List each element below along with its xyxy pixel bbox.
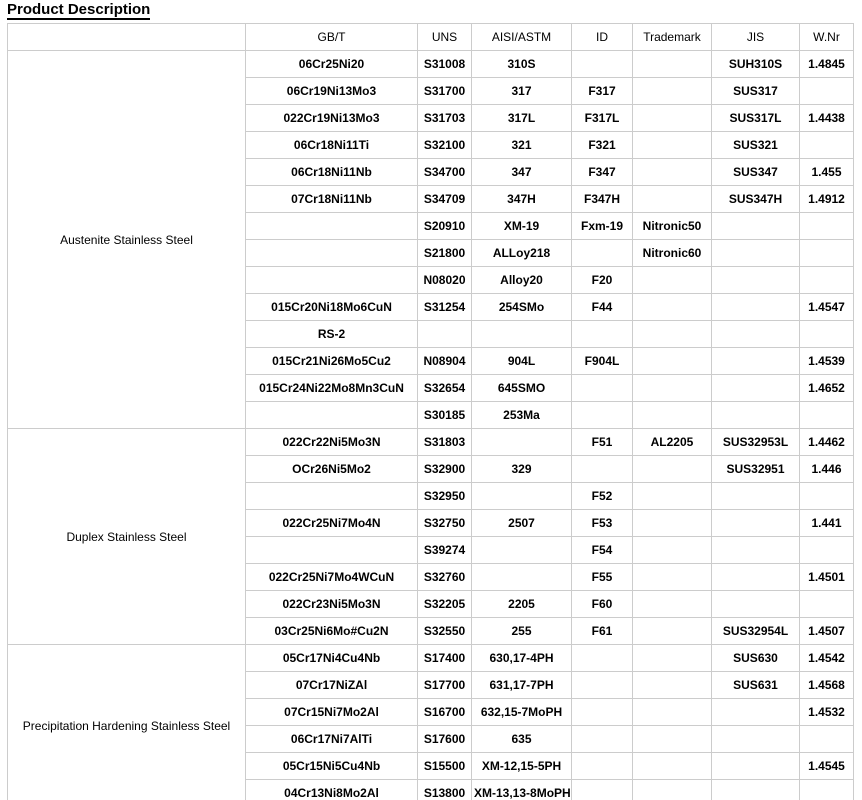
table-cell: 022Cr19Ni13Mo3 — [246, 105, 418, 132]
table-cell — [712, 267, 800, 294]
table-cell: 022Cr23Ni5Mo3N — [246, 591, 418, 618]
table-cell — [572, 699, 633, 726]
table-cell: F20 — [572, 267, 633, 294]
table-cell — [712, 510, 800, 537]
table-cell: SUS317 — [712, 78, 800, 105]
table-cell — [800, 402, 854, 429]
table-cell: S32760 — [418, 564, 472, 591]
table-cell: Nitronic60 — [633, 240, 712, 267]
table-cell: SUS347H — [712, 186, 800, 213]
table-cell: 635 — [472, 726, 572, 753]
table-cell — [633, 780, 712, 800]
table-cell — [712, 213, 800, 240]
table-cell: F54 — [572, 537, 633, 564]
table-cell: S32550 — [418, 618, 472, 645]
table-cell: F347H — [572, 186, 633, 213]
table-cell: 2205 — [472, 591, 572, 618]
table-cell: 015Cr20Ni18Mo6CuN — [246, 294, 418, 321]
table-row — [8, 51, 854, 78]
table-cell — [633, 537, 712, 564]
table-cell: 07Cr17NiZAl — [246, 672, 418, 699]
table-cell: 015Cr24Ni22Mo8Mn3CuN — [246, 375, 418, 402]
table-cell: S31703 — [418, 105, 472, 132]
table-cell: 07Cr18Ni11Nb — [246, 186, 418, 213]
table-cell — [712, 321, 800, 348]
table-cell: SUS631 — [712, 672, 800, 699]
table-cell — [712, 699, 800, 726]
table-cell: S32900 — [418, 456, 472, 483]
table-cell: Fxm-19 — [572, 213, 633, 240]
table-cell: 347H — [472, 186, 572, 213]
table-cell — [712, 375, 800, 402]
table-cell — [633, 78, 712, 105]
table-cell: SUS32951 — [712, 456, 800, 483]
table-cell — [800, 726, 854, 753]
table-header — [8, 24, 854, 51]
table-cell: S32654 — [418, 375, 472, 402]
table-cell: F321 — [572, 132, 633, 159]
table-cell: 254SMo — [472, 294, 572, 321]
column-header-aisi-astm: AISI/ASTM — [472, 24, 572, 51]
table-cell: AL2205 — [633, 429, 712, 456]
table-cell: 1.4547 — [800, 294, 854, 321]
table-cell: SUH310S — [712, 51, 800, 78]
table-cell: 1.4545 — [800, 753, 854, 780]
table-cell — [572, 780, 633, 800]
table-cell — [712, 753, 800, 780]
table-cell — [633, 483, 712, 510]
header-row — [8, 24, 854, 51]
table-cell: SUS317L — [712, 105, 800, 132]
column-header-wnr: W.Nr — [800, 24, 854, 51]
table-cell: 1.4845 — [800, 51, 854, 78]
table-cell: 022Cr22Ni5Mo3N — [246, 429, 418, 456]
category-cell: Duplex Stainless Steel — [8, 429, 246, 645]
table-cell: N08020 — [418, 267, 472, 294]
column-header-uns: UNS — [418, 24, 472, 51]
table-cell — [800, 591, 854, 618]
table-cell — [472, 483, 572, 510]
table-cell — [246, 267, 418, 294]
table-cell: 06Cr18Ni11Ti — [246, 132, 418, 159]
table-cell — [572, 375, 633, 402]
table-cell — [712, 780, 800, 800]
table-row — [8, 429, 854, 456]
table-cell: S30185 — [418, 402, 472, 429]
table-cell: F51 — [572, 429, 633, 456]
table-cell: OCr26Ni5Mo2 — [246, 456, 418, 483]
table-cell: F904L — [572, 348, 633, 375]
table-cell: RS-2 — [246, 321, 418, 348]
table-cell: SUS630 — [712, 645, 800, 672]
table-cell: F347 — [572, 159, 633, 186]
category-cell: Austenite Stainless Steel — [8, 51, 246, 429]
table-cell — [572, 321, 633, 348]
table-cell — [633, 618, 712, 645]
column-header-trademark: Trademark — [633, 24, 712, 51]
table-cell — [572, 753, 633, 780]
table-cell: 1.441 — [800, 510, 854, 537]
table-cell: 255 — [472, 618, 572, 645]
table-cell: S32750 — [418, 510, 472, 537]
table-cell — [800, 78, 854, 105]
table-cell: SUS32953L — [712, 429, 800, 456]
table-cell: 022Cr25Ni7Mo4N — [246, 510, 418, 537]
page-title: Product Description — [7, 1, 151, 18]
table-cell: 1.4539 — [800, 348, 854, 375]
table-cell — [712, 591, 800, 618]
table-cell: 06Cr17Ni7AlTi — [246, 726, 418, 753]
table-cell: F53 — [572, 510, 633, 537]
column-header-gbt: GB/T — [246, 24, 418, 51]
table-cell: 1.4652 — [800, 375, 854, 402]
table-cell — [712, 348, 800, 375]
table-cell: S13800 — [418, 780, 472, 800]
table-cell: 05Cr15Ni5Cu4Nb — [246, 753, 418, 780]
table-cell — [633, 159, 712, 186]
table-cell — [800, 132, 854, 159]
table-cell: 06Cr25Ni20 — [246, 51, 418, 78]
table-cell: S31700 — [418, 78, 472, 105]
table-cell: 253Ma — [472, 402, 572, 429]
table-cell — [572, 402, 633, 429]
table-cell: S31254 — [418, 294, 472, 321]
table-cell — [633, 402, 712, 429]
table-cell — [246, 402, 418, 429]
table-cell — [633, 348, 712, 375]
table-cell — [712, 564, 800, 591]
table-cell — [418, 321, 472, 348]
table-cell: XM-19 — [472, 213, 572, 240]
table-cell: 1.4532 — [800, 699, 854, 726]
table-cell — [800, 267, 854, 294]
table-cell: F61 — [572, 618, 633, 645]
table-cell: 2507 — [472, 510, 572, 537]
page-title-row — [7, 2, 854, 20]
table-cell — [712, 402, 800, 429]
table-cell — [472, 429, 572, 456]
table-cell — [800, 780, 854, 800]
table-cell: 1.455 — [800, 159, 854, 186]
table-cell: 03Cr25Ni6Mo#Cu2N — [246, 618, 418, 645]
table-cell: F317 — [572, 78, 633, 105]
table-cell: 1.4438 — [800, 105, 854, 132]
table-cell: 1.4542 — [800, 645, 854, 672]
table-cell — [712, 294, 800, 321]
table-cell: N08904 — [418, 348, 472, 375]
table-cell: 632,15-7MoPH — [472, 699, 572, 726]
table-cell: S17400 — [418, 645, 472, 672]
table-cell — [800, 213, 854, 240]
table-cell: 1.4507 — [800, 618, 854, 645]
table-cell: 310S — [472, 51, 572, 78]
table-cell: 347 — [472, 159, 572, 186]
table-cell: 317L — [472, 105, 572, 132]
table-cell — [633, 186, 712, 213]
table-cell: 1.4462 — [800, 429, 854, 456]
table-cell — [572, 726, 633, 753]
table-cell: S16700 — [418, 699, 472, 726]
table-cell: SUS32954L — [712, 618, 800, 645]
table-cell: 022Cr25Ni7Mo4WCuN — [246, 564, 418, 591]
table-cell: 05Cr17Ni4Cu4Nb — [246, 645, 418, 672]
table-cell: 329 — [472, 456, 572, 483]
table-cell — [800, 240, 854, 267]
table-cell: S31803 — [418, 429, 472, 456]
table-cell — [246, 240, 418, 267]
table-cell: F60 — [572, 591, 633, 618]
table-cell: SUS347 — [712, 159, 800, 186]
table-cell — [633, 321, 712, 348]
table-cell: Alloy20 — [472, 267, 572, 294]
table-cell: 07Cr15Ni7Mo2Al — [246, 699, 418, 726]
table-cell — [633, 375, 712, 402]
table-cell — [633, 591, 712, 618]
table-cell — [800, 321, 854, 348]
table-cell — [246, 537, 418, 564]
table-cell: F55 — [572, 564, 633, 591]
table-cell — [472, 537, 572, 564]
steel-table-body — [8, 51, 854, 800]
table-cell: S21800 — [418, 240, 472, 267]
table-cell: 06Cr18Ni11Nb — [246, 159, 418, 186]
table-cell — [633, 645, 712, 672]
table-cell: S31008 — [418, 51, 472, 78]
table-cell — [633, 456, 712, 483]
steel-grade-table — [7, 23, 854, 800]
table-cell: S39274 — [418, 537, 472, 564]
table-cell — [472, 564, 572, 591]
table-cell — [246, 213, 418, 240]
table-cell: 1.4568 — [800, 672, 854, 699]
table-cell — [633, 294, 712, 321]
table-cell: S17600 — [418, 726, 472, 753]
table-cell: XM-12,15-5PH — [472, 753, 572, 780]
table-cell: S20910 — [418, 213, 472, 240]
table-cell: 321 — [472, 132, 572, 159]
table-cell: Nitronic50 — [633, 213, 712, 240]
table-cell: S32205 — [418, 591, 472, 618]
table-cell: S32950 — [418, 483, 472, 510]
table-cell — [712, 240, 800, 267]
table-cell — [472, 321, 572, 348]
table-cell: 317 — [472, 78, 572, 105]
table-cell — [712, 726, 800, 753]
table-cell — [572, 240, 633, 267]
table-row — [8, 645, 854, 672]
column-header-category — [8, 24, 246, 51]
table-cell: S32100 — [418, 132, 472, 159]
table-cell: 904L — [472, 348, 572, 375]
table-cell — [572, 645, 633, 672]
table-cell: 630,17-4PH — [472, 645, 572, 672]
column-header-jis: JIS — [712, 24, 800, 51]
table-cell — [572, 672, 633, 699]
table-cell — [633, 267, 712, 294]
table-cell: 06Cr19Ni13Mo3 — [246, 78, 418, 105]
table-cell — [633, 51, 712, 78]
table-cell: 645SMO — [472, 375, 572, 402]
table-cell — [572, 456, 633, 483]
table-cell — [572, 51, 633, 78]
table-cell — [633, 753, 712, 780]
table-cell — [633, 726, 712, 753]
table-cell — [633, 510, 712, 537]
table-cell — [633, 564, 712, 591]
table-cell: F44 — [572, 294, 633, 321]
table-cell — [246, 483, 418, 510]
table-cell — [712, 537, 800, 564]
table-cell: 1.4501 — [800, 564, 854, 591]
table-cell: S34700 — [418, 159, 472, 186]
table-cell — [633, 672, 712, 699]
table-cell — [633, 699, 712, 726]
table-cell: F317L — [572, 105, 633, 132]
table-cell: 1.4912 — [800, 186, 854, 213]
table-cell: S34709 — [418, 186, 472, 213]
table-cell: ALLoy218 — [472, 240, 572, 267]
table-cell: S15500 — [418, 753, 472, 780]
table-cell: SUS321 — [712, 132, 800, 159]
table-cell: 631,17-7PH — [472, 672, 572, 699]
table-cell: F52 — [572, 483, 633, 510]
table-cell: 04Cr13Ni8Mo2Al — [246, 780, 418, 800]
table-cell: 015Cr21Ni26Mo5Cu2 — [246, 348, 418, 375]
table-cell — [800, 483, 854, 510]
table-cell: 1.446 — [800, 456, 854, 483]
table-cell — [800, 537, 854, 564]
table-cell — [633, 105, 712, 132]
column-header-id: ID — [572, 24, 633, 51]
table-cell — [633, 132, 712, 159]
category-cell: Precipitation Hardening Stainless Steel — [8, 645, 246, 800]
table-cell: S17700 — [418, 672, 472, 699]
table-cell: XM-13,13-8MoPH — [472, 780, 572, 800]
table-cell — [712, 483, 800, 510]
